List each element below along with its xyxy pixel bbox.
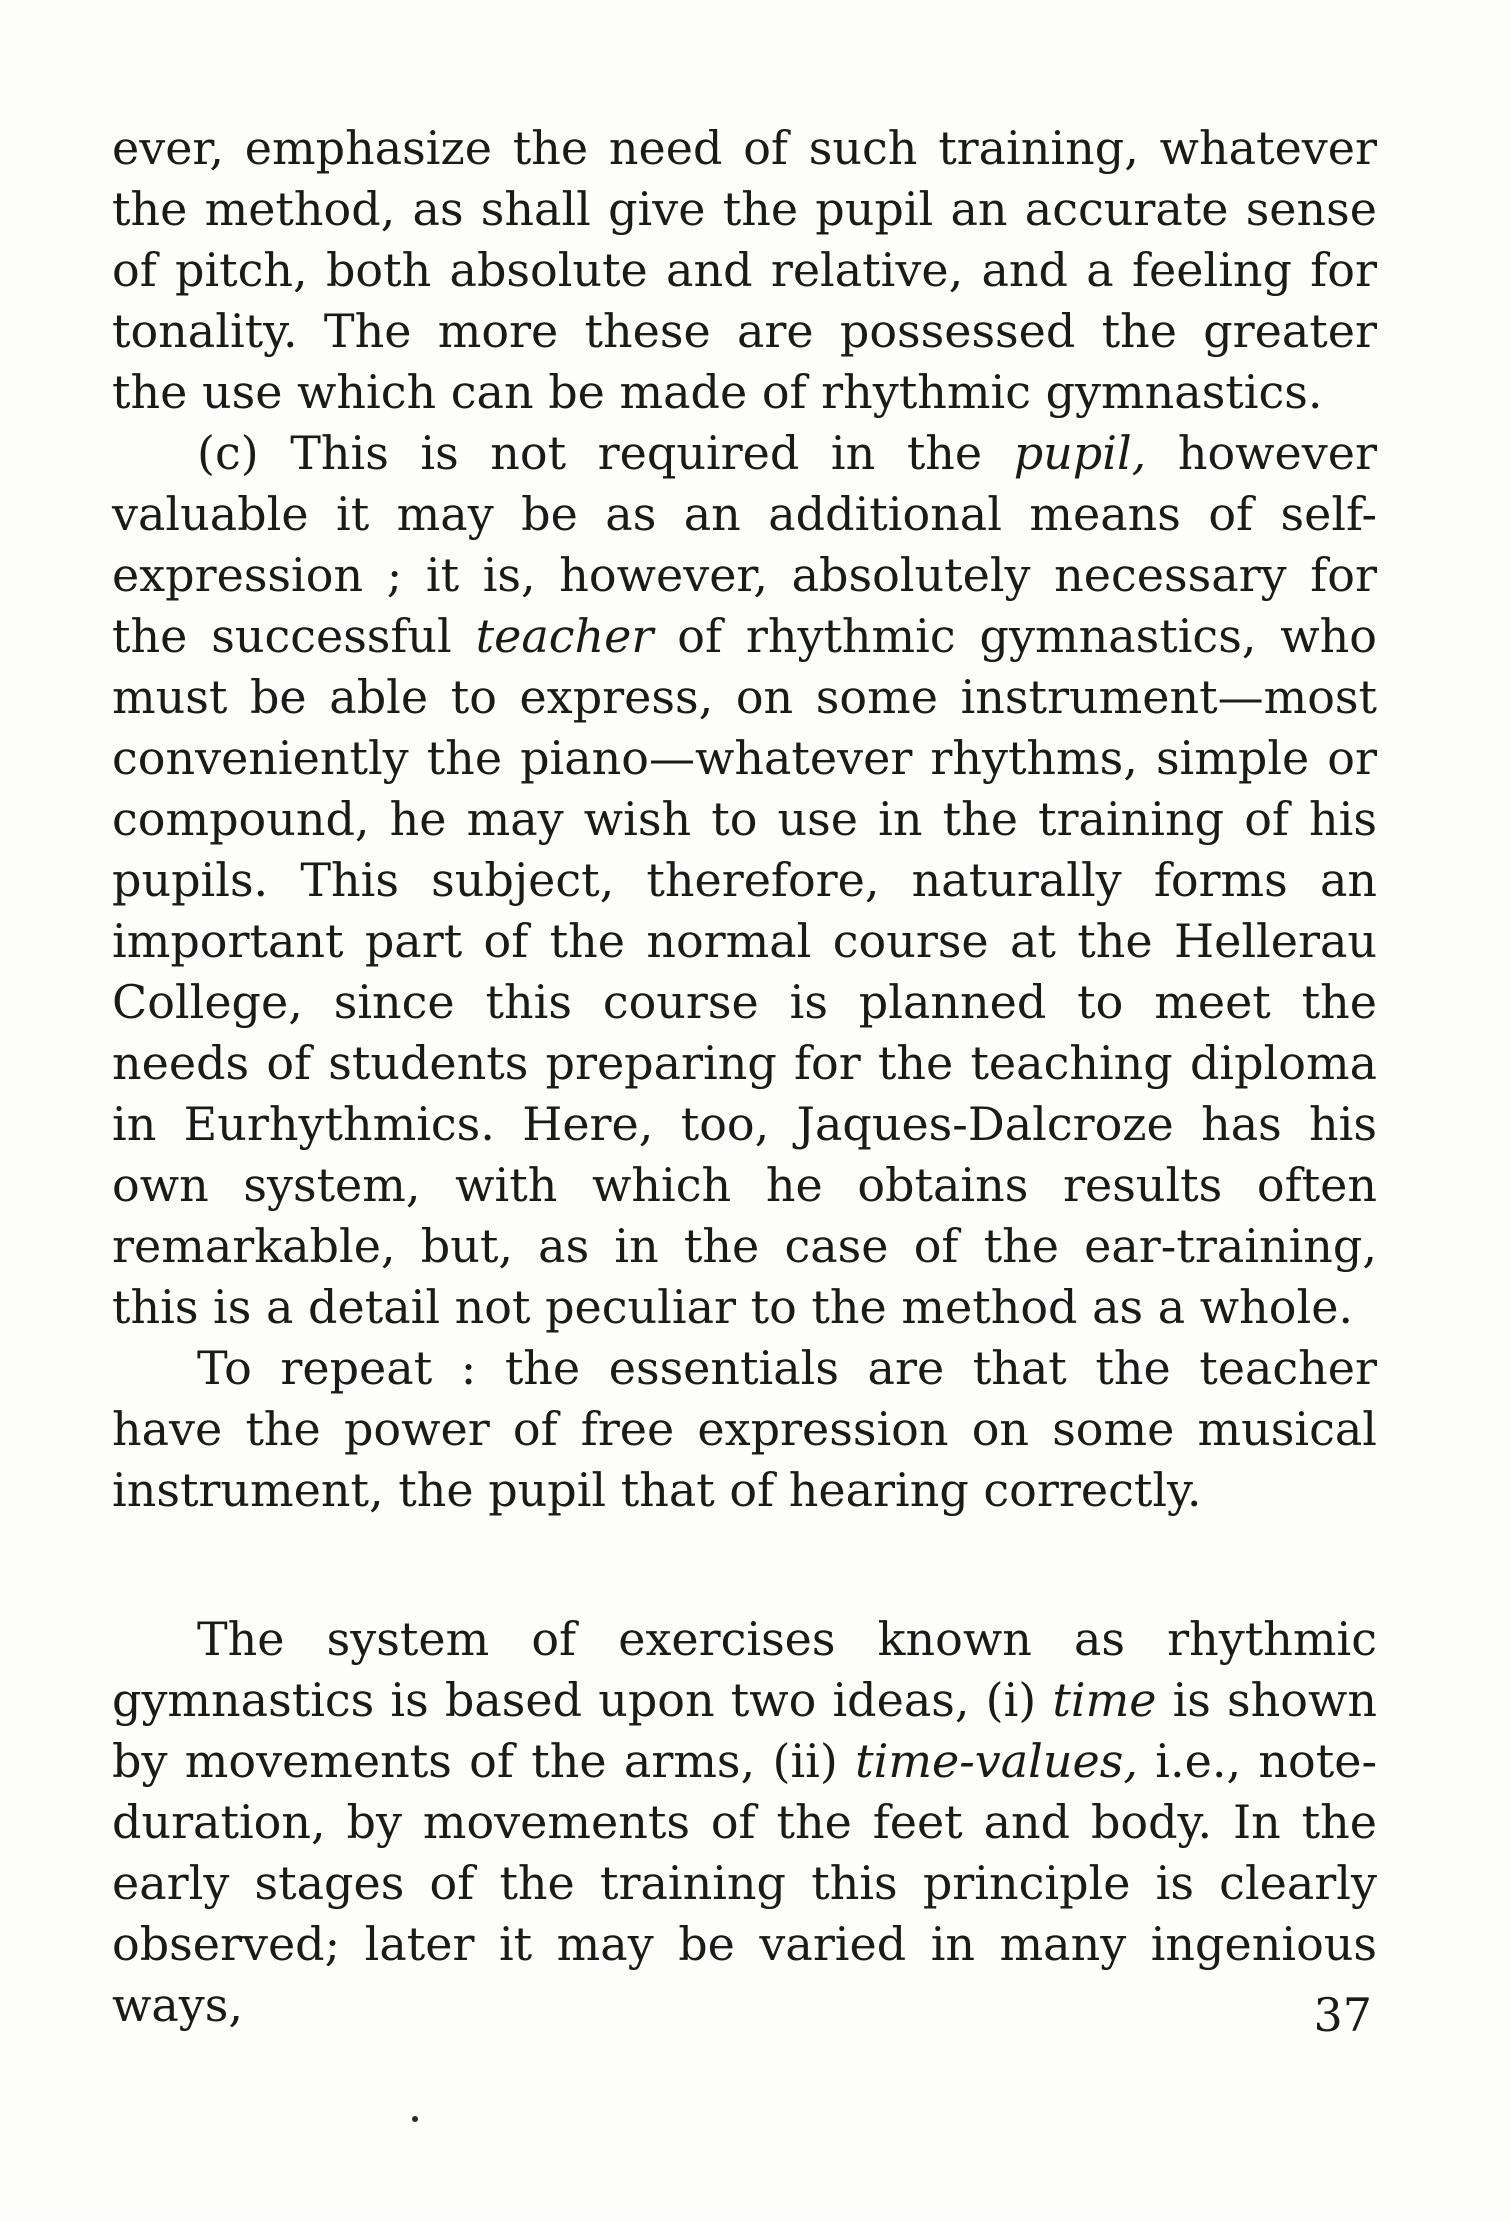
- emphasis-time: time: [1052, 1673, 1157, 1727]
- paragraph-essentials-summary: To repeat : the essentials are that the teacher have the power of free expression on some musical instrument, the pupil that of hearing correctly.: [112, 1341, 1377, 1517]
- text-run: The system of exercises known as rhythmic gymnastics is based upon two ideas, (i): [112, 1612, 1377, 1727]
- emphasis-teacher: teacher: [475, 609, 654, 663]
- ink-speck: [412, 2116, 418, 2122]
- text-run: however valuable it may be as an additional means of self-expression ; it is, however, absolutely necessary for the successful: [112, 426, 1377, 663]
- paragraph-system-of-exercises: [112, 1609, 1377, 2036]
- text-run: of rhythmic gymnastics, who must be able to express, on some instrument—most conveniently the piano—whatever rhythms, simple or compound, he may wish to use in the training of his pupils. This subject, therefore, naturally forms an important part of the normal course at the Hellerau College, since this course is planned to meet the needs of students preparing for the teaching diploma in Eurhythmics. Here, too, Jaques-Dalcroze has his own system, with which he obtains results often remarkable, but, as in the case of the ear-training, this is a detail not peculiar to the method as a whole.: [112, 609, 1377, 1334]
- emphasis-pupil: pupil,: [1013, 426, 1147, 480]
- text-run: i.e., note-duration, by movements of the feet and body. In the early stages of the training this principle is clearly observed; later it may be varied in many ingenious ways,: [112, 1734, 1377, 2032]
- text-run: (c) This is not required in the: [197, 426, 1014, 480]
- page-body: [112, 118, 1377, 2036]
- page-number: 37: [1313, 1988, 1372, 2042]
- paragraph-instrument-requirement: [112, 423, 1377, 1338]
- text-run: is shown by movements of the arms, (ii): [112, 1673, 1377, 1788]
- emphasis-time-values: time-values,: [855, 1734, 1138, 1788]
- paragraph-pitch-training: ever, emphasize the need of such training, whatever the method, as shall give the pupil an accurate sense of pitch, both absolute and relative, and a feeling for tonality. The more these are possessed the greater the use which can be made of rhythmic gymnastics.: [112, 121, 1377, 419]
